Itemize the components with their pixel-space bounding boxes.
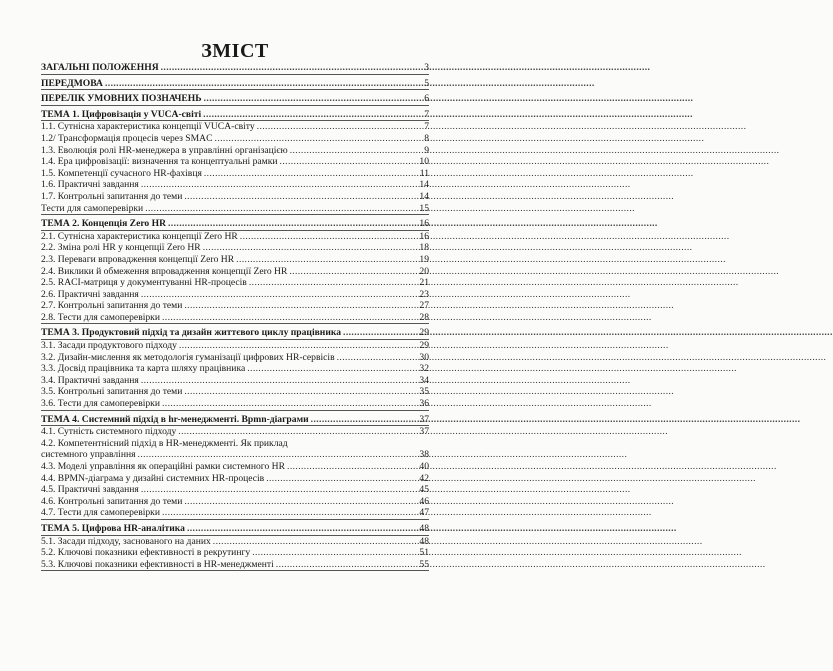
dot-leader	[203, 242, 415, 254]
toc-entry-row[interactable]	[41, 191, 429, 203]
toc-page-number: 9	[424, 144, 429, 156]
dot-leader	[184, 386, 415, 398]
dot-leader	[204, 168, 415, 180]
dot-leader	[162, 507, 415, 519]
toc-page-number: 20	[419, 265, 429, 277]
dot-leader	[145, 203, 415, 215]
toc-entry-label: 5.3. Ключові показники ефективності в HR-менеджменті	[41, 558, 274, 570]
toc-page-number: 5	[424, 77, 429, 89]
table-of-contents	[41, 62, 429, 571]
toc-page-number: 7	[424, 108, 429, 120]
toc-entry-row[interactable]	[41, 363, 429, 375]
dot-leader	[178, 426, 415, 438]
toc-page-number: 29	[419, 327, 429, 339]
toc-entry-label: 1.5. Компетенції сучасного HR-фахівця	[41, 167, 202, 179]
toc-entry-row[interactable]	[41, 121, 429, 133]
dot-leader	[141, 375, 415, 387]
toc-page-number: 15	[419, 202, 429, 214]
toc-page-number: 48	[419, 522, 429, 534]
toc-heading-row[interactable]	[41, 414, 429, 427]
toc-entry-label: ТЕМА 5. Цифрова HR-аналітика	[41, 522, 185, 534]
toc-entry-label: 3.2. Дизайн-мислення як методологія гуманізації цифрових HR-сервісів	[41, 351, 335, 363]
dot-leader	[105, 78, 415, 90]
dot-leader	[257, 121, 415, 133]
dot-leader	[249, 277, 415, 289]
dot-leader	[287, 461, 415, 473]
toc-entry-row[interactable]	[41, 559, 429, 572]
dot-leader	[184, 300, 415, 312]
toc-entry-label: 4.1. Сутність системного підходу	[41, 426, 177, 438]
toc-page-number: 14	[419, 190, 429, 202]
toc-entry-label: ТЕМА 2. Концепція Zero HR	[41, 218, 166, 230]
toc-entry-label: 2.6. Практичні завдання	[41, 288, 139, 300]
toc-entry-label: 3.6. Тести для самоперевірки	[41, 398, 160, 410]
toc-heading-row[interactable]	[41, 62, 429, 75]
toc-page-number: 32	[419, 363, 429, 375]
toc-entry-row[interactable]	[41, 461, 429, 473]
toc-heading-row[interactable]	[41, 327, 429, 340]
dot-leader	[187, 523, 415, 535]
toc-entry-label: ТЕМА 1. Цифровізація у VUCA-світі	[41, 108, 202, 120]
toc-entry-label: 4.2. Компетентнісний підхід в HR-менеджменті. Як приклад	[41, 437, 288, 449]
toc-entry-label: 4.4. BPMN-діаграма у дизайні системних HR-процесів	[41, 472, 265, 484]
toc-page-number: 36	[419, 398, 429, 410]
toc-entry-label: 2.1. Сутнісна характеристика концепції Zero HR	[41, 230, 238, 242]
toc-page-number: 3	[424, 62, 429, 73]
toc-entry-row[interactable]	[41, 473, 429, 485]
toc-entry-label: 2.7. Контрольні запитання до теми	[41, 300, 183, 312]
toc-entry-label: 5.1. Засади підходу, заснованого на даних	[41, 535, 211, 547]
dot-leader	[141, 484, 415, 496]
dot-leader	[247, 363, 415, 375]
toc-page-number: 6	[424, 93, 429, 105]
toc-entry-row[interactable]	[41, 145, 429, 157]
toc-entry-label: 2.2. Зміна ролі HR у концепції Zero HR	[41, 242, 201, 254]
toc-entry-row[interactable]	[41, 507, 429, 520]
toc-page-number: 46	[419, 495, 429, 507]
toc-page-number: 51	[419, 547, 429, 559]
toc-page-number: 37	[419, 426, 429, 438]
toc-entry-row[interactable]	[41, 426, 429, 438]
toc-page-number: 30	[419, 351, 429, 363]
toc-entry-row[interactable]	[41, 438, 429, 450]
toc-page-number: 38	[419, 449, 429, 461]
toc-entry-row[interactable]	[41, 203, 429, 216]
dot-leader	[290, 145, 415, 157]
toc-entry-row[interactable]	[41, 289, 429, 301]
toc-entry-label: 4.6. Контрольні запитання до теми	[41, 495, 183, 507]
dot-leader	[236, 254, 415, 266]
toc-page-number: 7	[424, 121, 429, 133]
toc-entry-label: ЗАГАЛЬНІ ПОЛОЖЕННЯ	[41, 62, 159, 73]
toc-entry-label: 1.2/ Трансформація процесів через SMAC	[41, 132, 213, 144]
toc-page-number: 19	[419, 253, 429, 265]
dot-leader	[203, 109, 415, 121]
dot-leader	[266, 473, 415, 485]
dot-leader	[168, 218, 415, 230]
toc-page-number: 21	[419, 277, 429, 289]
toc-entry-label: 4.7. Тести для самоперевірки	[41, 507, 160, 519]
toc-entry-label: ТЕМА 4. Системний підхід в hr-менеджменті. Bpmn-діаграми	[41, 413, 309, 425]
toc-entry-row[interactable]	[41, 484, 429, 496]
dot-leader	[311, 414, 415, 426]
toc-entry-label: 3.3. Досвід працівника та карта шляху працівника	[41, 363, 246, 375]
dot-leader	[179, 340, 415, 352]
toc-entry-label: 4.5. Практичні завдання	[41, 484, 139, 496]
toc-entry-label: 2.4. Виклики й обмеження впровадження концепції Zero HR	[41, 265, 288, 277]
toc-entry-label: системного управління	[41, 449, 136, 461]
toc-page-number: 35	[419, 386, 429, 398]
toc-page-number: 18	[419, 242, 429, 254]
toc-page-number: 47	[419, 507, 429, 519]
toc-entry-row[interactable]	[41, 266, 429, 278]
toc-entry-label: 1.4. Ера цифровізації: визначення та концептуальні рамки	[41, 156, 278, 168]
toc-page-number: 34	[419, 374, 429, 386]
toc-entry-row[interactable]	[41, 340, 429, 352]
toc-entry-row[interactable]	[41, 179, 429, 191]
toc-entry-row[interactable]	[41, 449, 429, 461]
toc-entry-row[interactable]	[41, 231, 429, 243]
dot-leader	[240, 231, 415, 243]
toc-page-number: 16	[419, 218, 429, 230]
toc-entry-row[interactable]	[41, 496, 429, 508]
toc-entry-row[interactable]	[41, 254, 429, 266]
toc-entry-row[interactable]	[41, 547, 429, 559]
dot-leader	[280, 156, 415, 168]
toc-entry-row[interactable]	[41, 536, 429, 548]
dot-leader	[161, 62, 415, 74]
toc-entry-label: Тести для самоперевірки	[41, 202, 144, 214]
toc-page-number: 28	[419, 311, 429, 323]
toc-entry-label: 3.5. Контрольні запитання до теми	[41, 386, 183, 398]
toc-page-number: 55	[419, 558, 429, 570]
dot-leader	[215, 133, 415, 145]
dot-leader	[141, 179, 415, 191]
toc-page-number: 10	[419, 156, 429, 168]
dot-leader	[343, 327, 415, 339]
toc-entry-row[interactable]	[41, 277, 429, 289]
toc-entry-label: 1.7. Контрольні запитання до теми	[41, 190, 183, 202]
toc-entry-row[interactable]	[41, 386, 429, 398]
toc-entry-label: 3.4. Практичні завдання	[41, 374, 139, 386]
toc-page-number: 8	[424, 132, 429, 144]
toc-entry-label: ПЕРЕЛІК УМОВНИХ ПОЗНАЧЕНЬ	[41, 93, 202, 105]
toc-page-number: 45	[419, 484, 429, 496]
toc-entry-label: 2.3. Переваги впровадження концепції Zero HR	[41, 253, 235, 265]
dot-leader	[289, 266, 415, 278]
dot-leader	[141, 289, 415, 301]
toc-entry-label: ПЕРЕДМОВА	[41, 77, 103, 89]
toc-page-number: 16	[419, 230, 429, 242]
page-title: ЗМІСТ	[201, 40, 269, 62]
toc-page-number: 27	[419, 300, 429, 312]
toc-page-number: 48	[419, 535, 429, 547]
toc-entry-row[interactable]	[41, 300, 429, 312]
dot-leader	[184, 191, 415, 203]
toc-entry-label: 1.6. Практичні завдання	[41, 179, 139, 191]
toc-entry-row[interactable]	[41, 242, 429, 254]
toc-heading-row[interactable]	[41, 523, 429, 536]
toc-heading-row[interactable]	[41, 93, 429, 106]
toc-page-number: 37	[419, 413, 429, 425]
toc-entry-row[interactable]	[41, 133, 429, 145]
toc-entry-row[interactable]	[41, 168, 429, 180]
dot-leader	[204, 93, 415, 105]
toc-entry-row[interactable]	[41, 312, 429, 325]
toc-entry-label: 2.8. Тести для самоперевірки	[41, 311, 160, 323]
toc-page-number: 11	[419, 167, 429, 179]
dot-leader	[213, 536, 415, 548]
dot-leader	[252, 547, 415, 559]
toc-heading-row[interactable]	[41, 218, 429, 231]
toc-entry-label: 1.1. Сутнісна характеристика концепції VUCA-світу	[41, 121, 255, 133]
toc-entry-row[interactable]	[41, 375, 429, 387]
dot-leader	[162, 312, 415, 324]
toc-page-number: 29	[419, 340, 429, 352]
toc-page-number: 40	[419, 461, 429, 472]
toc-entry-label: 3.1. Засади продуктового підходу	[41, 340, 177, 352]
toc-heading-row[interactable]	[41, 109, 429, 122]
dot-leader	[138, 449, 415, 461]
dot-leader	[184, 496, 415, 508]
dot-leader	[162, 398, 415, 410]
toc-page-number: 23	[419, 288, 429, 300]
dot-leader	[276, 559, 415, 571]
toc-entry-label: 2.5. RACI-матриця у документуванні HR-процесів	[41, 277, 247, 289]
toc-heading-row[interactable]	[41, 78, 429, 91]
toc-page-number: 42	[419, 472, 429, 484]
toc-entry-row[interactable]	[41, 352, 429, 364]
toc-entry-label: ТЕМА 3. Продуктовий підхід та дизайн життєвого циклу працівника	[41, 327, 342, 339]
toc-entry-row[interactable]	[41, 156, 429, 168]
dot-leader	[337, 352, 415, 364]
toc-page-number: 14	[419, 179, 429, 191]
toc-entry-label: 4.3. Моделі управління як операційні рамки системного HR	[41, 461, 286, 472]
toc-entry-label: 1.3. Еволюція ролі HR-менеджера в управлінні організацією	[41, 144, 288, 156]
toc-entry-label: 5.2. Ключові показники ефективності в рекрутингу	[41, 547, 251, 559]
toc-entry-row[interactable]	[41, 398, 429, 411]
